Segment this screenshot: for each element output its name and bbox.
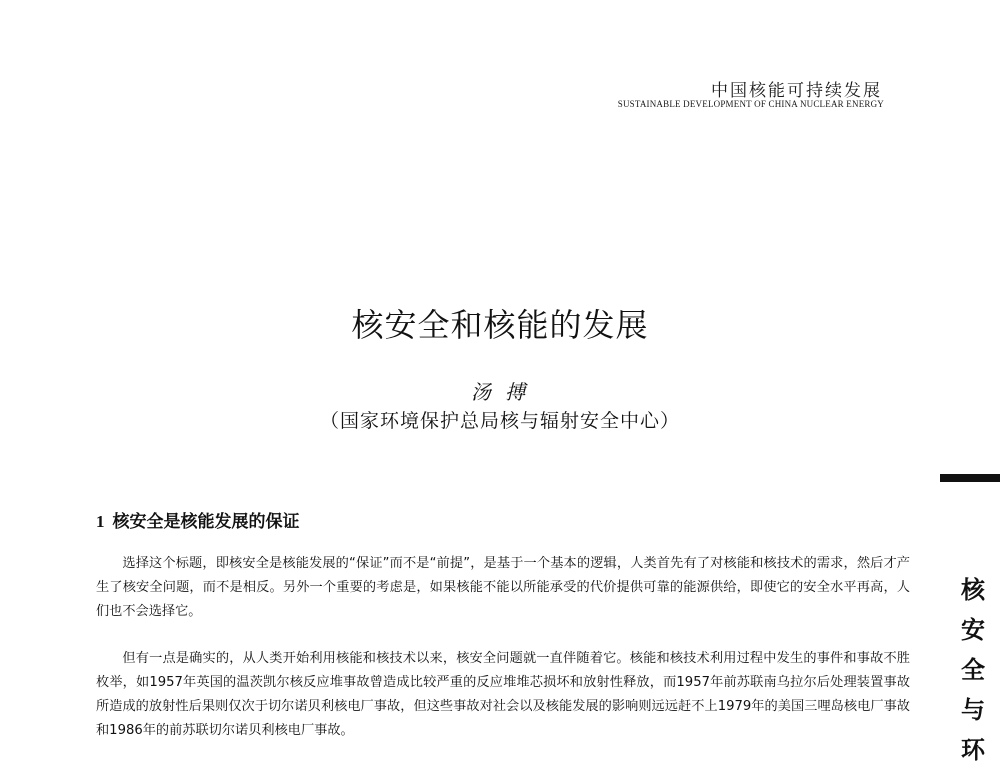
body-paragraph-2: [96, 647, 910, 743]
header-title-en: SUSTAINABLE DEVELOPMENT OF CHINA NUCLEAR ENERGY: [617, 99, 884, 109]
side-tab-char: 与: [961, 695, 985, 724]
article-affiliation: （国家环境保护总局核与辐射安全中心）: [319, 410, 680, 432]
paragraph-text: 选择这个标题，即核安全是核能发展的“保证”而不是“前提”，是基于一个基本的逻辑，人类首先有了对核能和核技术的需求，然后才产生了核安全问题，而不是相反。另外一个重要的考虑是，如果核能不能以所能承受的代价提供可靠的能源供给，即使它的安全水平再高，人们也不会选择它。: [96, 556, 910, 619]
side-tab-char: 环: [961, 735, 985, 764]
section-heading: [96, 507, 300, 532]
side-tab-bar: [940, 474, 1000, 482]
side-tab-char: 安: [961, 615, 985, 644]
body-paragraph-1: [96, 552, 910, 624]
header-title-zh: 中国核能可持续发展: [711, 81, 882, 101]
section-heading-text: 核安全是核能发展的保证: [112, 512, 300, 532]
section-number: 1: [96, 512, 105, 531]
side-tab-char: 全: [961, 655, 985, 684]
side-tab-char: 核: [961, 575, 985, 604]
paragraph-text: 但有一点是确实的，从人类开始利用核能和核技术以来，核安全问题就一直伴随着它。核能和核技术利用过程中发生的事件和事故不胜枚举，如1957年英国的温茨凯尔核反应堆事故曾造成比较严重的反应堆堆芯损坏和放射性释放，而1957年前苏联南乌拉尔后处理装置事故所造成的放射性后果则仅次于切尔诺贝利核电厂事故，但这些事故对社会以及核能发展的影响则远远赶不上1979年的美国三哩岛核电厂事故和1986年的前苏联切尔诺贝利核电厂事故。: [96, 651, 910, 738]
article-title: 核安全和核能的发展: [351, 306, 649, 344]
side-tab-vertical-text: [956, 570, 990, 770]
article-author: 汤 搏: [470, 380, 530, 404]
